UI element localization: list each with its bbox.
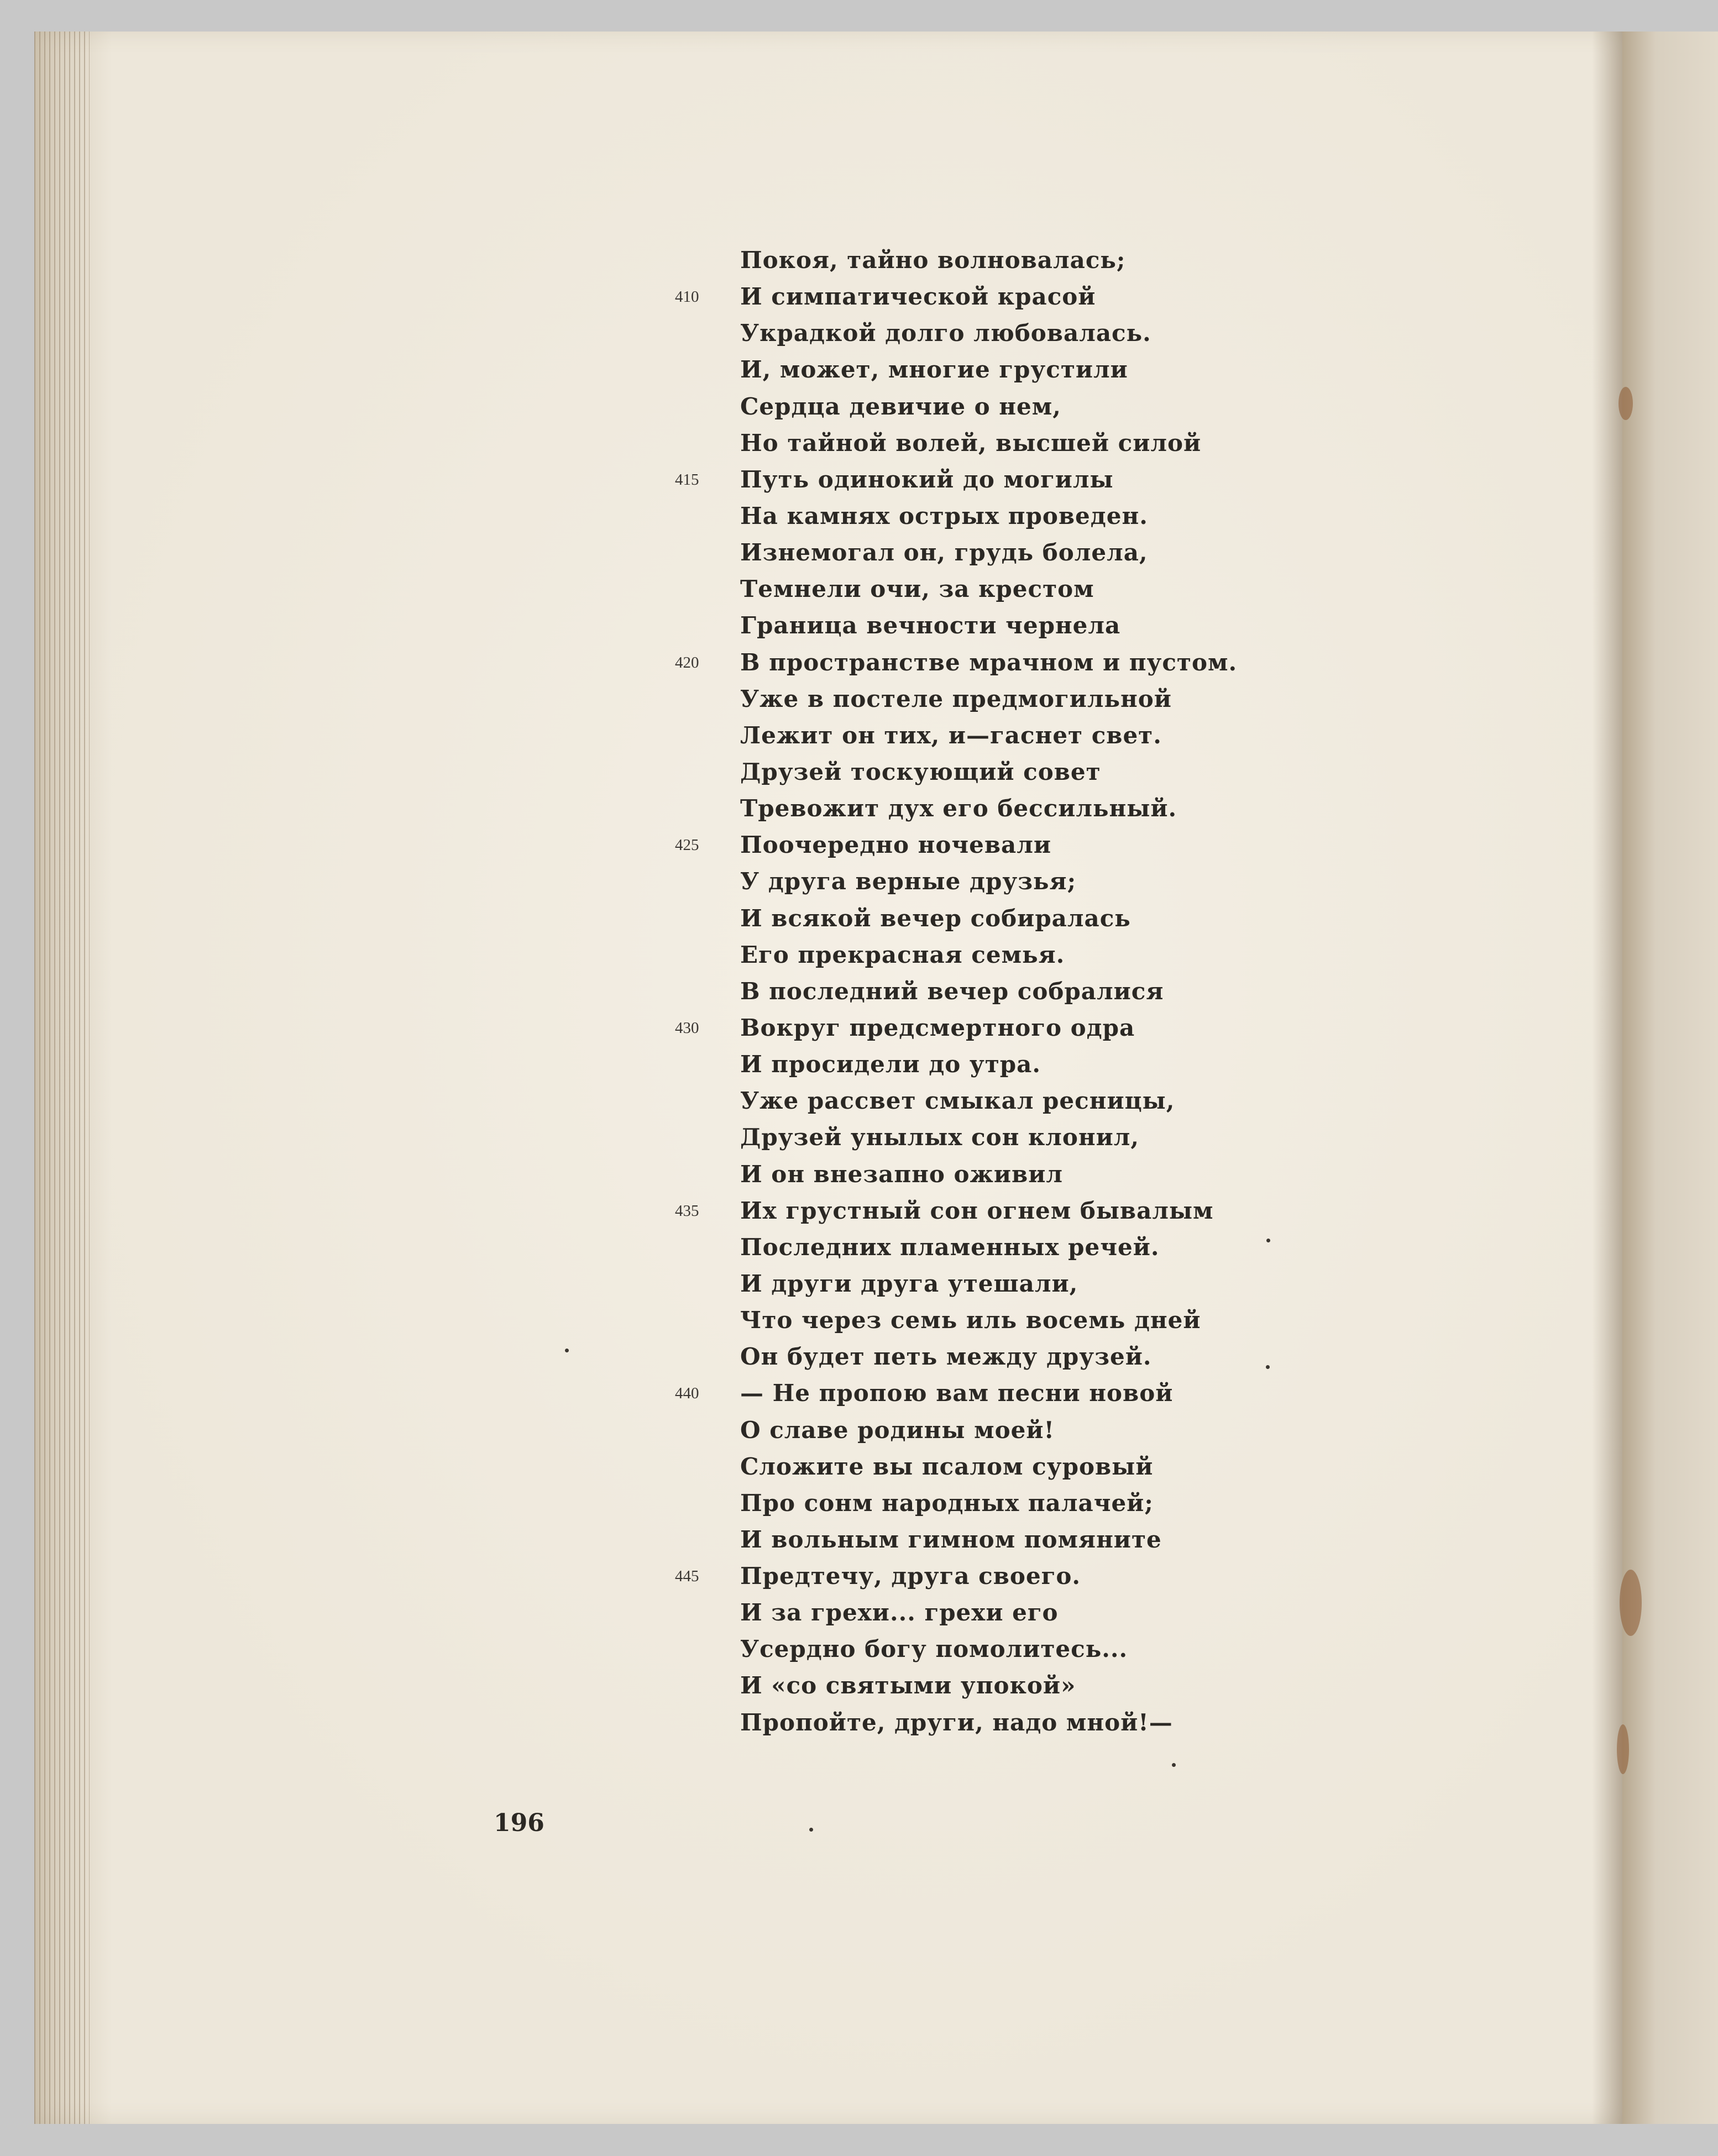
line-text: И «со святыми упокой» (740, 1672, 1076, 1699)
poem-line (675, 1010, 1237, 1046)
poem-line (740, 1631, 1237, 1667)
line-text: И просидели до утра. (740, 1051, 1041, 1078)
poem-line (740, 937, 1237, 973)
line-number: 445 (675, 1567, 699, 1586)
line-text: Лежит он тих, и—гаснет свет. (740, 721, 1162, 749)
poem-line (675, 644, 1238, 681)
poem-line (740, 717, 1237, 754)
poem-line (740, 1302, 1237, 1339)
line-text: И он внезапно оживил (740, 1160, 1063, 1188)
poem-line (675, 461, 1237, 498)
paper-speck (565, 1349, 569, 1352)
line-text: Граница вечности чернела (740, 612, 1121, 639)
line-text: Темнели очи, за крестом (740, 575, 1094, 603)
poem-line (675, 1193, 1237, 1229)
line-text: В пространстве мрачном и пустом. (740, 648, 1238, 676)
poem-line (740, 900, 1237, 937)
poem-line (740, 571, 1237, 607)
line-text: У друга верные друзья; (740, 868, 1077, 895)
poem-line (740, 315, 1237, 352)
line-text: Путь одинокий до могилы (740, 465, 1114, 493)
poem-line (740, 863, 1237, 900)
line-text: На камнях острых проведен. (740, 502, 1148, 529)
poem-line (740, 1229, 1237, 1266)
adjacent-page-edge (1622, 32, 1718, 2124)
foxing-stain (1617, 1724, 1629, 1774)
line-text: Покоя, тайно волновалась; (740, 246, 1126, 274)
line-text: Украдкой долго любовалась. (740, 319, 1151, 347)
poem-line (740, 242, 1237, 279)
line-text: Усердно богу помолитесь... (740, 1635, 1128, 1663)
line-number: 415 (675, 470, 699, 489)
poem-line (740, 534, 1237, 571)
line-text: Сердца девичие о нем, (740, 392, 1061, 420)
line-number: 410 (675, 288, 699, 306)
line-text: Поочередно ночевали (740, 831, 1051, 859)
line-text: И всякой вечер собиралась (740, 904, 1131, 932)
poem-line (740, 498, 1237, 534)
line-text: Вокруг предсмертного одра (740, 1014, 1135, 1041)
poem-line (675, 279, 1237, 315)
line-number: 430 (675, 1019, 699, 1037)
line-text: Он будет петь между друзей. (740, 1343, 1152, 1371)
line-text: Их грустный сон огнем бывалым (740, 1197, 1214, 1224)
line-text: Сложите вы псалом суровый (740, 1452, 1154, 1480)
line-text: Но тайной волей, высшей силой (740, 429, 1202, 457)
paper-speck (1172, 1763, 1176, 1767)
poem-line (740, 1412, 1237, 1449)
poem-line (740, 1485, 1237, 1522)
paper-speck (1266, 1365, 1270, 1369)
poem-line (740, 1266, 1237, 1302)
line-text: Пропойте, други, надо мной!— (740, 1708, 1173, 1736)
line-text: Тревожит дух его бессильный. (740, 795, 1177, 822)
line-text: Его прекрасная семья. (740, 941, 1065, 968)
poem-line (740, 1339, 1237, 1375)
line-text: О славе родины моей! (740, 1416, 1055, 1444)
poem-line (740, 681, 1237, 717)
poem-line (740, 1083, 1237, 1119)
poem-line (740, 754, 1237, 790)
poem-line (740, 1667, 1237, 1704)
poem-line (740, 1594, 1237, 1631)
poem-line (675, 1558, 1237, 1594)
poem-line (740, 607, 1237, 644)
foxing-stain (1620, 1570, 1642, 1636)
line-text: Друзей тоскующий совет (740, 758, 1101, 785)
poem-text (675, 242, 1238, 1741)
poem-line (740, 1522, 1237, 1558)
line-number: 420 (675, 653, 699, 672)
poem-line (675, 1375, 1237, 1412)
line-text: И, может, многие грустили (740, 356, 1128, 384)
line-text: — Не пропою вам песни новой (740, 1379, 1174, 1407)
line-text: И други друга утешали, (740, 1270, 1078, 1297)
poem-line (740, 425, 1237, 461)
page-edges (34, 32, 90, 2124)
poem-line (740, 973, 1237, 1010)
line-text: И симпатической красой (740, 283, 1096, 311)
poem-line (740, 1119, 1237, 1156)
line-number: 440 (675, 1384, 699, 1403)
line-text: Друзей унылых сон клонил, (740, 1124, 1140, 1151)
poem-line (740, 1449, 1237, 1485)
foxing-stain (1619, 387, 1633, 420)
paper-speck (1266, 1239, 1270, 1242)
poem-line (675, 827, 1237, 863)
poem-line (740, 389, 1237, 425)
line-text: Предтечу, друга своего. (740, 1562, 1081, 1590)
book-gutter (1592, 32, 1626, 2124)
poem-line (740, 790, 1237, 827)
line-number: 435 (675, 1202, 699, 1220)
line-text: Изнемогал он, грудь болела, (740, 539, 1148, 566)
line-text: Последних пламенных речей. (740, 1233, 1160, 1261)
line-text: Что через семь иль восемь дней (740, 1307, 1201, 1334)
line-number: 425 (675, 836, 699, 854)
line-text: Уже в постеле предмогильной (740, 685, 1172, 712)
line-text: И за грехи... грехи его (740, 1599, 1059, 1627)
line-text: Про сонм народных палачей; (740, 1489, 1154, 1517)
line-text: Уже рассвет смыкал ресницы, (740, 1087, 1175, 1115)
paper-speck (809, 1828, 813, 1832)
poem-line (740, 1046, 1237, 1083)
poem-line (740, 1156, 1237, 1193)
poem-line (740, 1704, 1237, 1741)
page-number: 196 (494, 1809, 544, 1837)
line-text: В последний вечер собралися (740, 977, 1164, 1005)
line-text: И вольным гимном помяните (740, 1525, 1162, 1553)
poem-line (740, 352, 1237, 388)
